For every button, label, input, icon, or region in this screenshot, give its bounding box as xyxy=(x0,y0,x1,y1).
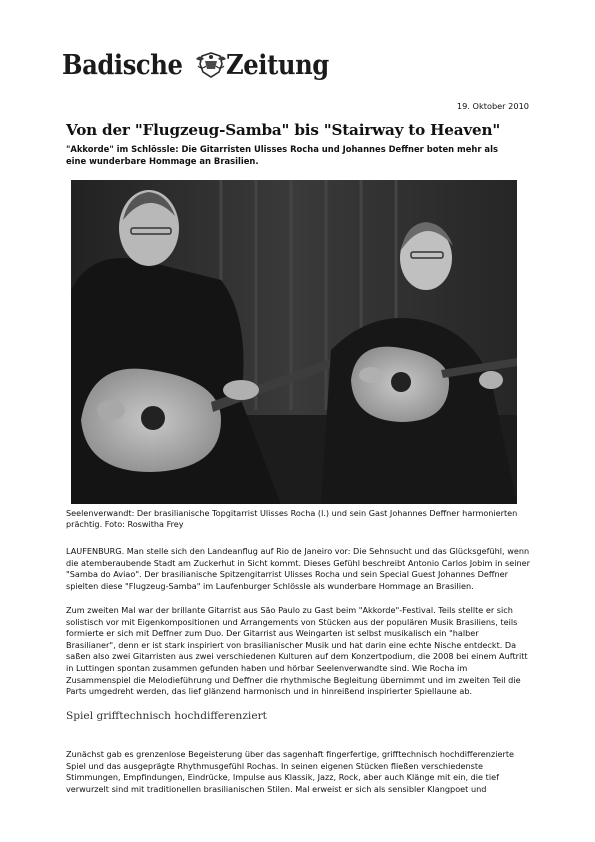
article-subheading: Spiel grifftechnisch hochdifferenziert xyxy=(66,710,267,722)
photo-caption: Seelenverwandt: Der brasilianische Topgitarrist Ulisses Rocha (l.) und sein Gast Johannes Deffner harmonierten prächtig. Foto: Roswitha Frey xyxy=(66,508,518,530)
heraldic-crest-icon xyxy=(194,50,228,80)
article-paragraph-2: Zum zweiten Mal war der brillante Gitarrist aus São Paulo zu Gast beim "Akkorde"-Festival. Teils stellte er sich solistisch vor mit Eigenkompositionen und Arrangements von Stücken aus der populären Musik Brasiliens, teils formierte er sich mit Deffner zum Duo. Der Gitarrist aus Weingarten ist selbst musikalisch ein "halber Brasilianer", denn er ist stark inspiriert von brasilianischer Musik und hat darin eine echte Nische entdeckt. Da saßen also zwei Gitarristen aus zwei verschiedenen Kulturen auf dem Konzertpodium, die 2008 bei einem Auftritt in Luttingen spontan zusammen gefunden haben und hörbar Seelenverwandte sind. Wie Rocha im Zusammenspiel die Melodieführung und Deffner die rhythmische Begleitung übernimmt und im zweiten Teil die Parts umgedreht werden, das lief glänzend harmonisch und in hinreißend inspirierter Spiellaune ab. xyxy=(66,605,528,697)
article-headline: Von der "Flugzeug-Samba" bis "Stairway to Heaven" xyxy=(66,121,501,139)
article-photo xyxy=(71,180,517,504)
masthead-logo xyxy=(62,50,340,80)
article-paragraph-3: Zunächst gab es grenzenlose Begeisterung über das sagenhaft fingerfertige, grifftechnisch hochdifferenzierte Spiel und das ausgeprägte Rhythmusgefühl Rochas. In seinen eigenen Stücken fließen verschiedenste Stimmungen, Empfindungen, Eindrücke, Impulse aus Klassik, Jazz, Rock, aber auch Klänge mit ein, die tief verwurzelt sind mit traditionellen brasilianischen Stilen. Mal erweist er sich als sensibler Klangpoet und xyxy=(66,749,515,794)
guitarists-photo xyxy=(71,180,517,504)
masthead-word-right: Zeitung xyxy=(225,49,329,81)
article-date: 19. Oktober 2010 xyxy=(456,101,529,111)
article-lead: "Akkorde" im Schlössle: Die Gitarristen Ulisses Rocha und Johannes Deffner boten mehr als eine wunderbare Hommage an Brasilien. xyxy=(66,144,498,166)
masthead-word-left: Badische xyxy=(62,49,183,81)
article-paragraph-1: LAUFENBURG. Man stelle sich den Landeanflug auf Rio de Janeiro vor: Die Sehnsucht und das Glücksgefühl, wenn die atemberaubende Stadt am Zuckerhut in Sicht kommt. Dieses Gefühl beschreibt Antonio Carlos Jobim in seiner "Samba do Aviao". Der brasilianische Spitzengitarrist Ulisses Rocha und sein Special Guest Johannes Deffner spielten diese "Flugzeug-Samba" im Laufenburger Schlössle als wunderbare Hommage an Brasilien. xyxy=(66,546,531,591)
